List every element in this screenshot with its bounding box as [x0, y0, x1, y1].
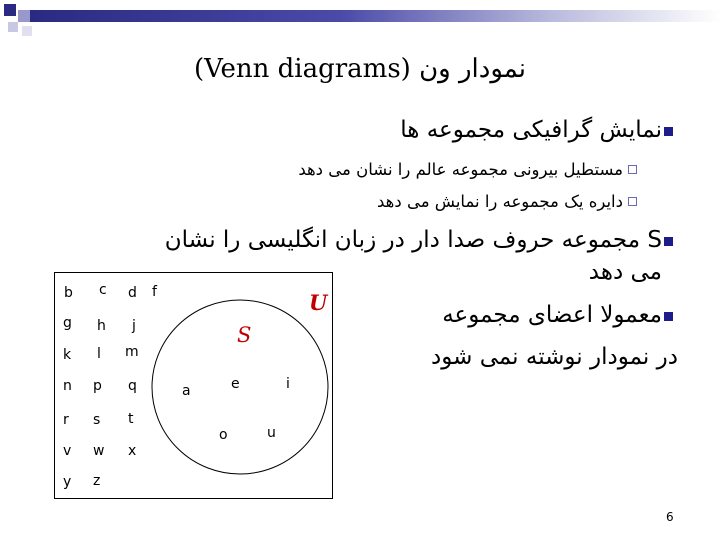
- deco-square: [4, 4, 16, 16]
- outside-letter: r: [63, 412, 69, 428]
- outside-letter: n: [63, 378, 72, 394]
- outside-letter: j: [132, 318, 136, 334]
- inside-letter: u: [267, 425, 276, 441]
- bullet-square-icon: [664, 127, 673, 136]
- deco-square: [18, 10, 30, 22]
- inside-letter: i: [286, 376, 290, 392]
- outside-letter: t: [128, 411, 134, 427]
- outside-letter: c: [99, 282, 107, 298]
- sub-bullet-square-icon: [628, 197, 637, 206]
- outside-letter: f: [152, 284, 157, 300]
- sub-bullet-square-icon: [628, 165, 637, 174]
- outside-letter: y: [63, 474, 72, 490]
- outside-letter: s: [93, 412, 101, 428]
- sub-bullet-text: مستطیل بیرونی مجموعه عالم را نشان می دهد: [298, 160, 623, 179]
- deco-square: [22, 26, 32, 36]
- outside-letter: x: [128, 443, 137, 459]
- body-text: در نمودار نوشته نمی شود: [430, 344, 678, 370]
- outside-letter: v: [63, 443, 72, 459]
- outside-letter: w: [93, 443, 105, 459]
- universe-rectangle: [54, 272, 333, 499]
- outside-letter: d: [128, 285, 137, 301]
- outside-letter: q: [128, 378, 137, 394]
- slide-title: نمودار ون (Venn diagrams): [193, 54, 527, 84]
- outside-letter: m: [125, 344, 139, 360]
- outside-letter: b: [64, 285, 73, 301]
- bullet-square-icon: [664, 312, 673, 321]
- deco-square: [8, 22, 18, 32]
- page-number: 6: [666, 510, 674, 524]
- outside-letter: z: [93, 473, 101, 489]
- outside-letter: g: [63, 315, 72, 331]
- bullet-text: معمولا اعضای مجموعه: [442, 302, 662, 328]
- bullet-text: S مجموعه حروف صدا دار در زبان انگلیسی را نشان: [164, 227, 662, 253]
- outside-letter: p: [93, 378, 102, 394]
- outside-letter: l: [97, 346, 101, 362]
- outside-letter: h: [97, 318, 106, 334]
- inside-letter: o: [219, 427, 228, 443]
- bullet-square-icon: [664, 237, 673, 246]
- header-bar: [30, 10, 720, 22]
- bullet-text: نمایش گرافیکی مجموعه ها: [400, 117, 662, 143]
- universe-label: U: [309, 290, 328, 315]
- sub-bullet-text: دایره یک مجموعه را نمایش می دهد: [377, 192, 623, 211]
- set-label: S: [237, 323, 252, 347]
- bullet-text-continued: می دهد: [588, 259, 662, 285]
- inside-letter: e: [231, 376, 240, 392]
- outside-letter: k: [63, 347, 72, 363]
- inside-letter: a: [182, 383, 191, 399]
